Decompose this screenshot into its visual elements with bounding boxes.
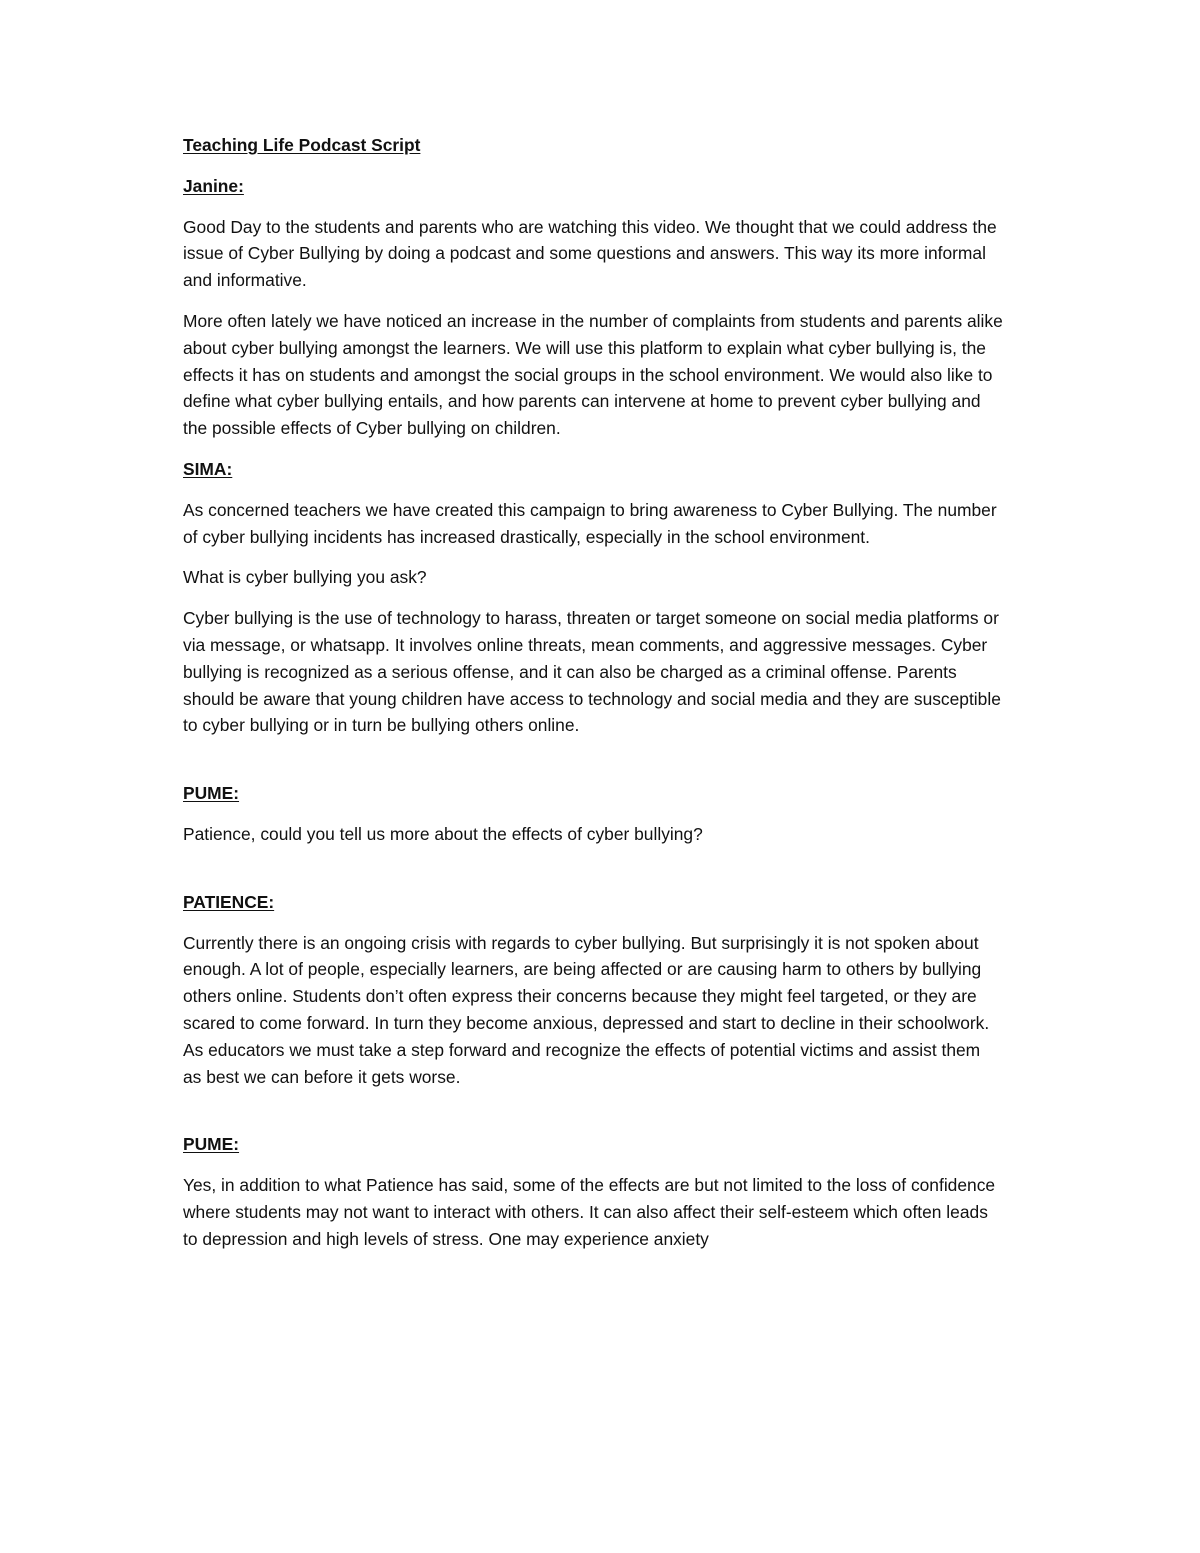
speaker-patience: PATIENCE: xyxy=(183,891,275,912)
blank-line xyxy=(183,753,1003,780)
paragraph: Currently there is an ongoing crisis with regards to cyber bullying. But surprisingly it is not spoken about enough. A lot of people, especially learners, are being affected or are causing harm to others by bullying others online. Students don’t often express their concerns because they might feel targeted, or they are scared to come forward. In turn they become anxious, depressed and start to decline in their schoolwork. As educators we must take a step forward and recognize the effects of potential victims and assist them as best we can before it gets worse. xyxy=(183,932,990,1087)
document-body xyxy=(183,132,1003,1267)
speaker-sima: SIMA: xyxy=(183,458,233,479)
paragraph: Cyber bullying is the use of technology to harass, threaten or target someone on social media platforms or via message, or whatsapp. It involves online threats, mean comments, and aggressive messages. Cyber bullying is recognized as a serious offense, and it can also be charged as a criminal offense. Parents should be aware that young children have access to technology and social media and they are susceptible to cyber bullying or in turn be bullying others online. xyxy=(183,608,1001,736)
speaker-pume: PUME: xyxy=(183,1134,240,1155)
paragraph: Good Day to the students and parents who are watching this video. We thought that we could address the issue of Cyber Bullying by doing a podcast and some questions and answers. This way its more informal and informative. xyxy=(183,216,997,291)
paragraph: What is cyber bullying you ask? xyxy=(183,567,427,588)
paragraph: Yes, in addition to what Patience has said, some of the effects are but not limited to the loss of confidence where students may not want to interact with others. It can also affect their self-esteem which often leads to depression and high levels of stress. One may experience anxiety xyxy=(183,1175,996,1249)
speaker-pume: PUME: xyxy=(183,783,240,804)
blank-line xyxy=(183,862,1003,889)
speaker-janine: Janine: xyxy=(183,175,244,196)
blank-line xyxy=(183,1104,1003,1131)
paragraph: Patience, could you tell us more about the effects of cyber bullying? xyxy=(183,823,703,844)
paragraph: As concerned teachers we have created this campaign to bring awareness to Cyber Bullying. The number of cyber bullying incidents has increased drastically, especially in the school environment. xyxy=(183,499,997,547)
paragraph: More often lately we have noticed an increase in the number of complaints from students and parents alike about cyber bullying amongst the learners. We will use this platform to explain what cyber bullying is, the effects it has on students and amongst the social groups in the school environment. We would also like to define what cyber bullying entails, and how parents can intervene at home to prevent cyber bullying and the possible effects of Cyber bullying on children. xyxy=(183,310,1003,439)
document-title: Teaching Life Podcast Script xyxy=(183,135,421,155)
